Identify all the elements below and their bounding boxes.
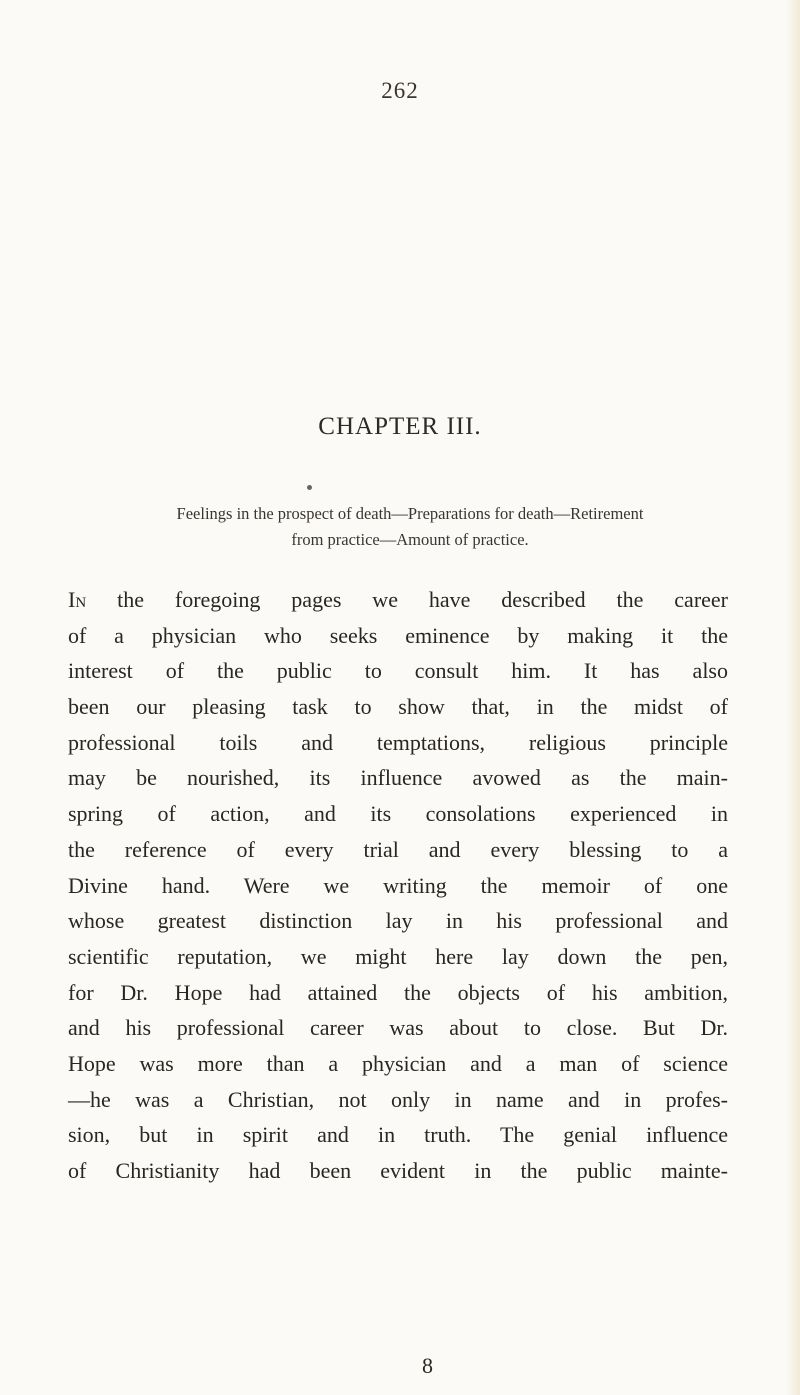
body-line-5: professional toils and temptations, religious principle — [68, 729, 728, 755]
body-line-10: whose greatest distinction lay in his professional and — [68, 908, 728, 934]
page-number: 262 — [381, 78, 419, 103]
ornament-dot — [307, 485, 312, 490]
chapter-synopsis-line-2: from practice—Amount of practice. — [291, 530, 529, 549]
signature-mark: 8 — [422, 1353, 433, 1378]
body-line-6: may be nourished, its influence avowed as the main- — [68, 765, 728, 791]
page-edge-shadow — [786, 0, 800, 1395]
body-line-4: been our pleasing task to show that, in the midst of — [68, 694, 728, 720]
body-line-3: interest of the public to consult him. It has also — [68, 658, 728, 684]
body-line-17: of Christianity had been evident in the public mainte- — [68, 1158, 728, 1183]
body-line-16: sion, but in spirit and in truth. The genial influence — [68, 1122, 728, 1148]
body-line-8: the reference of every trial and every blessing to a — [68, 836, 728, 862]
body-line-11: scientific reputation, we might here lay down the pen, — [68, 943, 728, 969]
chapter-title: CHAPTER III. — [318, 413, 482, 440]
body-line-9: Divine hand. Were we writing the memoir of one — [68, 872, 728, 898]
body-line-12: for Dr. Hope had attained the objects of his ambition, — [68, 979, 728, 1005]
chapter-synopsis-line-1: Feelings in the prospect of death—Preparations for death—Retirement — [176, 504, 644, 523]
body-line-13: and his professional career was about to close. But Dr. — [68, 1015, 728, 1041]
body-line-text: the foregoing pages we have described the career — [86, 587, 728, 612]
body-line-1 — [68, 582, 728, 618]
opening-word: In — [68, 587, 87, 612]
body-line-2: of a physician who seeks eminence by making it the — [68, 622, 728, 648]
body-line-15: —he was a Christian, not only in name and in profes- — [68, 1086, 728, 1112]
body-paragraph — [68, 582, 728, 1189]
body-line-14: Hope was more than a physician and a man of science — [68, 1050, 728, 1076]
body-line-7: spring of action, and its consolations experienced in — [68, 801, 728, 827]
